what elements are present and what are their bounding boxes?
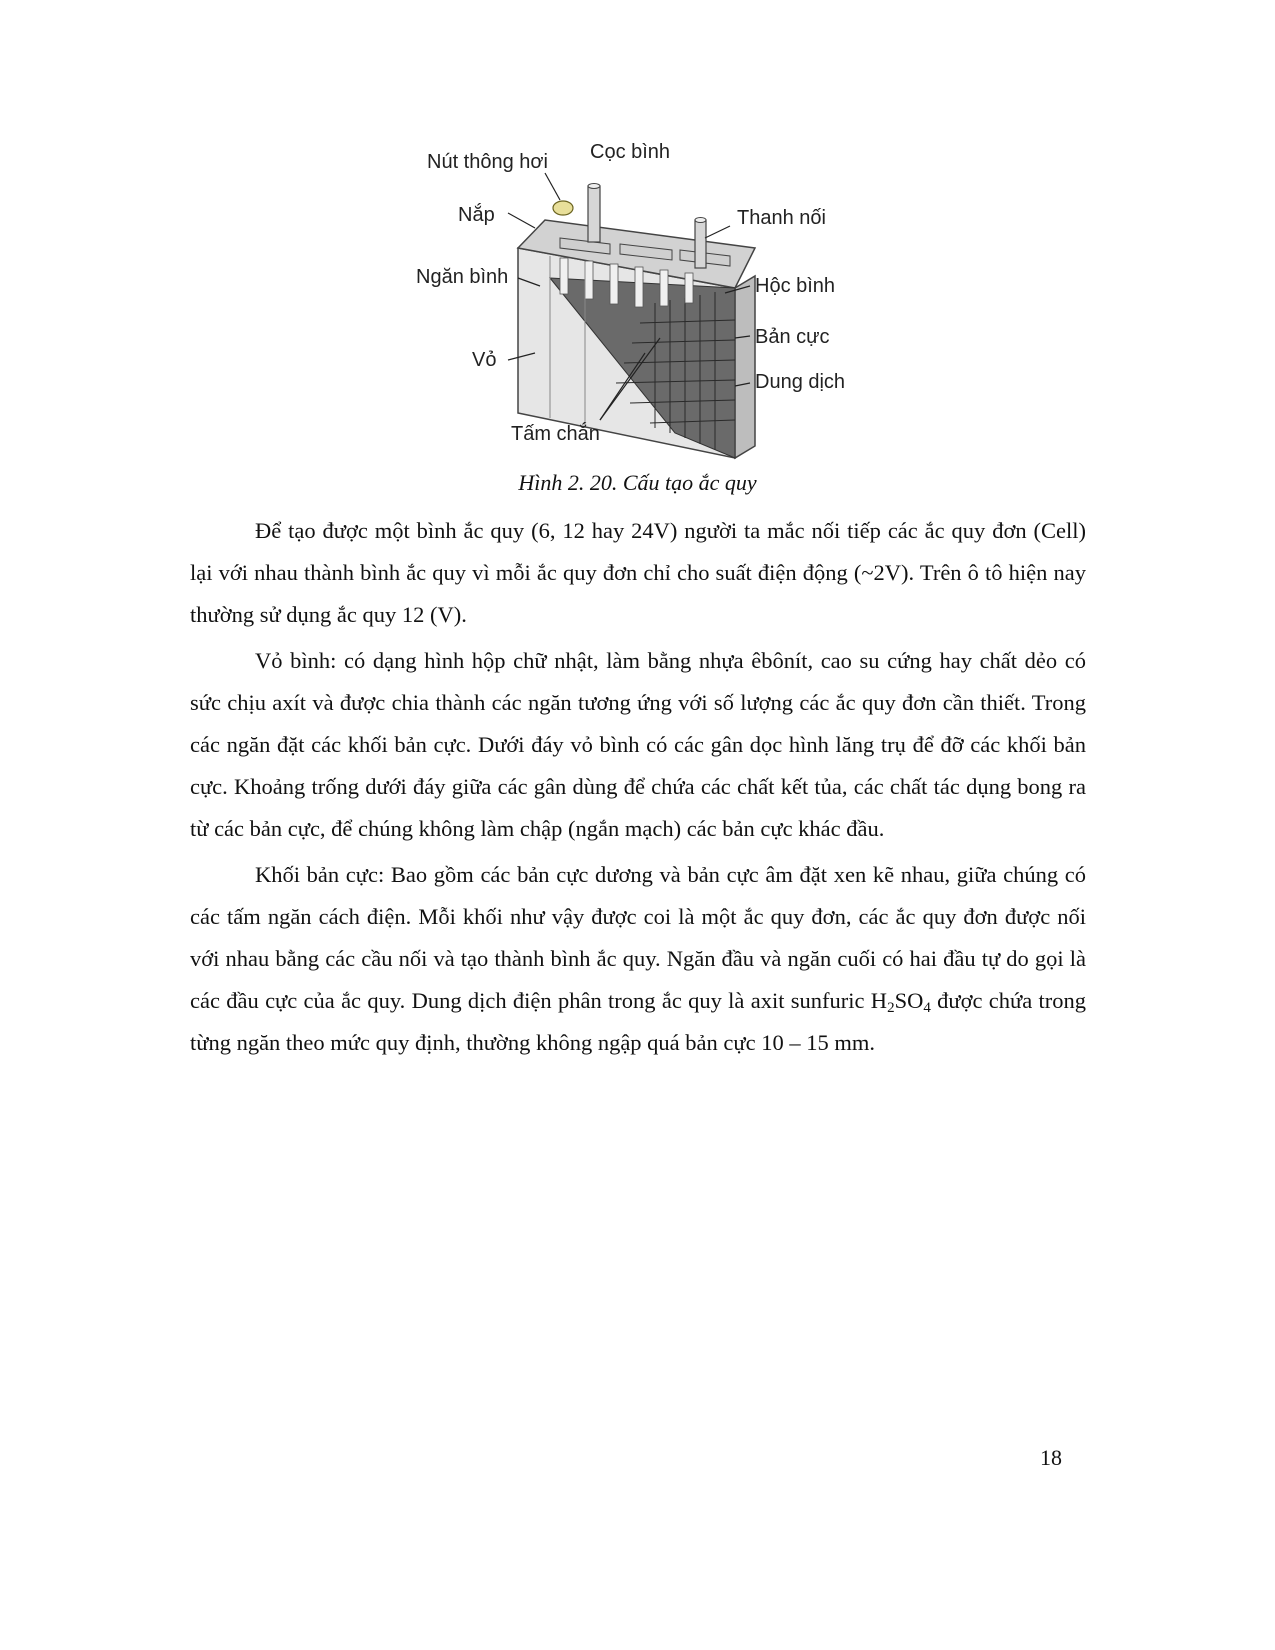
paragraph-3-end: được chứa trong từng ngăn theo mức quy định, thường không ngập quá bản cực 10 – 15 mm.	[190, 988, 1086, 1055]
paragraph-2: Vỏ bình: có dạng hình hộp chữ nhật, làm bằng nhựa êbônít, cao su cứng hay chất dẻo có sức chịu axít và được chia thành các ngăn tương ứng với số lượng các ắc quy đơn cần thiết. Trong các ngăn đặt các khối bản cực. Dưới đáy vỏ bình có các gân dọc hình lăng trụ để đỡ các khối bản cực. Khoảng trống dưới đáy giữa các gân dùng để chứa các chất kết tủa, các chất tác dụng bong ra từ các bản cực, để chúng không làm chập (ngắn mạch) các bản cực khác đầu.	[190, 648, 1086, 841]
label-plate: Bản cực	[755, 326, 830, 348]
h2so4-subscript-4: 4	[923, 1000, 931, 1016]
body-text	[190, 510, 1086, 1068]
paragraph-1: Để tạo được một bình ắc quy (6, 12 hay 24V) người ta mắc nối tiếp các ắc quy đơn (Cell) lại với nhau thành bình ắc quy vì mỗi ắc quy đơn chỉ cho suất điện động (~2V). Trên ô tô hiện nay thường sử dụng ắc quy 12 (V).	[190, 518, 1086, 627]
paragraph-3	[190, 854, 1086, 1064]
label-terminal: Cọc bình	[590, 141, 671, 163]
label-case: Vỏ	[472, 349, 497, 371]
terminal-post-left	[588, 186, 600, 242]
label-separator: Tấm chắn	[511, 423, 600, 445]
label-vent-cap: Nút thông hơi	[427, 151, 548, 173]
label-connector: Thanh nối	[737, 207, 826, 229]
label-electrolyte: Dung dịch	[755, 371, 846, 393]
paragraph-3-mid: SO	[894, 988, 924, 1013]
battery-diagram	[410, 128, 880, 468]
battery-illustration	[410, 128, 880, 468]
terminal-post-right	[695, 220, 706, 268]
figure-caption: Hình 2. 20. Cấu tạo ắc quy	[518, 470, 757, 495]
h2so4-subscript-2: 2	[887, 1000, 895, 1016]
paragraph-3-start: Khối bản cực: Bao gồm các bản cực dương và bản cực âm đặt xen kẽ nhau, giữa chúng có các tấm ngăn cách điện. Mỗi khối như vậy được coi là một ắc quy đơn, các ắc quy đơn được nối với nhau bằng các cầu nối và tạo thành bình ắc quy. Ngăn đầu và ngăn cuối có hai đầu tự do gọi là các đầu cực của ắc quy. Dung dịch điện phân trong ắc quy là axit sunfuric H	[190, 862, 1086, 1013]
page-number: 18	[1040, 1445, 1062, 1470]
case-side-face	[735, 276, 755, 458]
label-cell-compartment: Ngăn bình	[416, 266, 509, 288]
label-cover: Nắp	[458, 204, 495, 226]
label-cell-box: Hộc bình	[755, 275, 836, 297]
vent-cap	[553, 201, 573, 215]
